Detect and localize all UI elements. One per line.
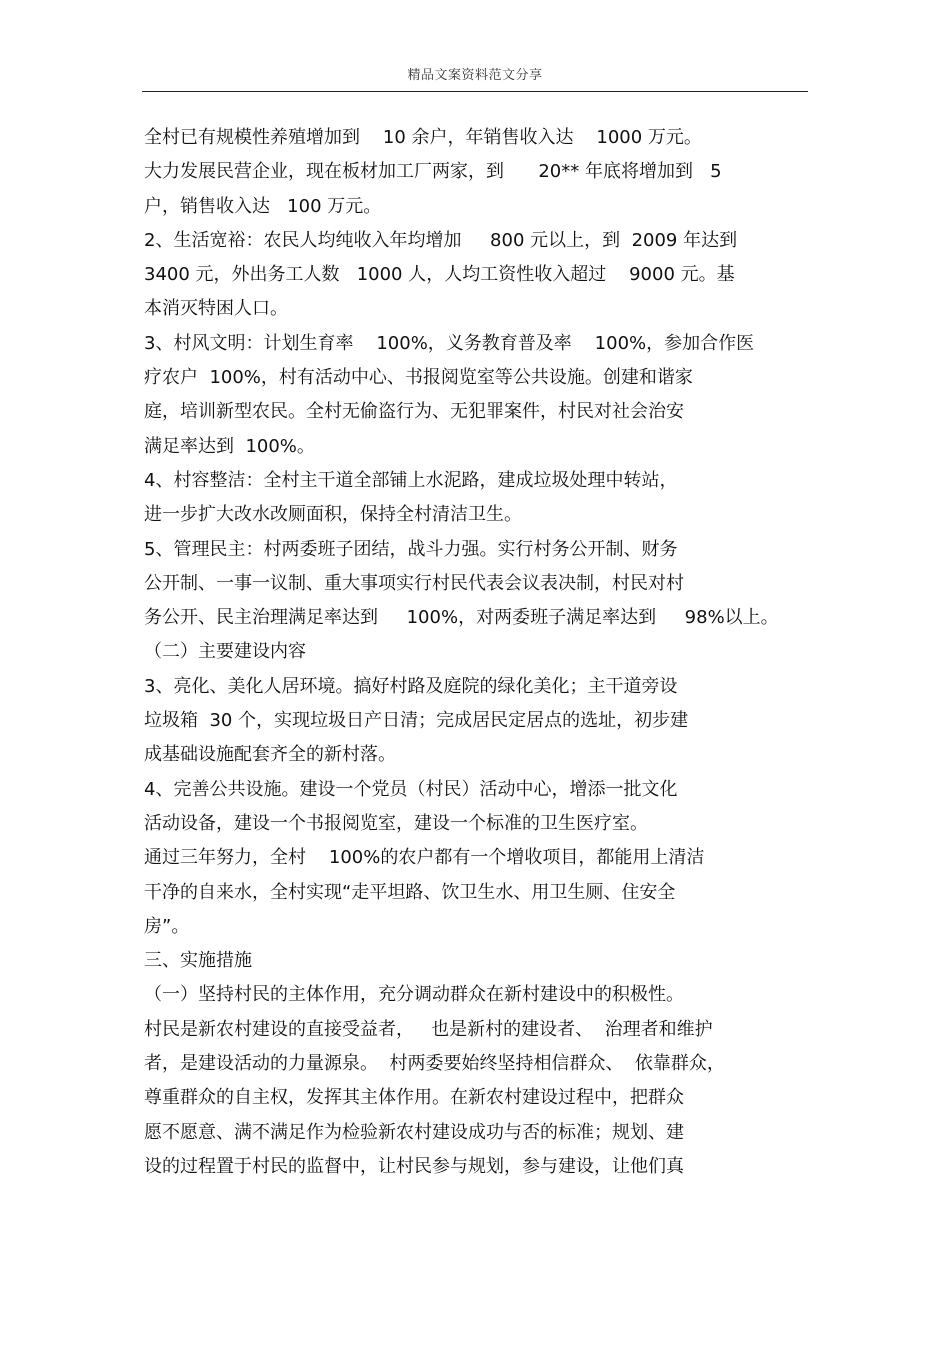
text-line: 三、实施措施: [144, 950, 252, 972]
text-line: 满足率达到 100%。: [144, 435, 315, 457]
text-line: 4、完善公共设施。建设一个党员（村民）活动中心，增添一批文化: [144, 778, 678, 800]
header-divider: [142, 91, 808, 92]
document-body: [144, 121, 824, 1184]
page-header: 精品文案资料范文分享: [407, 68, 543, 83]
text-line: 成基础设施配套齐全的新村落。: [144, 744, 396, 766]
text-line: 5、管理民主：村两委班子团结，战斗力强。实行村务公开制、财务: [144, 538, 678, 560]
text-line: 3、亮化、美化人居环境。搞好村路及庭院的绿化美化；主干道旁设: [144, 675, 678, 697]
text-line: （二）主要建设内容: [144, 641, 306, 663]
text-line: （一）坚持村民的主体作用，充分调动群众在新村建设中的积极性。: [144, 984, 684, 1006]
text-line: 愿不愿意、满不满足作为检验新农村建设成功与否的标准；规划、建: [144, 1121, 684, 1143]
text-line: 活动设备，建设一个书报阅览室，建设一个标准的卫生医疗室。: [144, 812, 648, 834]
text-line: 户，销售收入达 100 万元。: [144, 195, 382, 217]
text-line: 3、村风文明：计划生育率 100%，义务教育普及率 100%，参加合作医: [144, 332, 755, 354]
text-line: 尊重群众的自主权，发挥其主体作用。在新农村建设过程中，把群众: [144, 1087, 684, 1109]
text-line: 疗农户 100%，村有活动中心、书报阅览室等公共设施。创建和谐家: [144, 367, 693, 389]
text-line: 全村已有规模性养殖增加到 10 余户，年销售收入达 1000 万元。: [144, 127, 702, 148]
text-line: 干净的自来水，全村实现“走平坦路、饮卫生水、用卫生厕、住安全: [144, 881, 676, 903]
text-line: 庭，培训新型农民。全村无偷盗行为、无犯罪案件，村民对社会治安: [144, 401, 684, 423]
text-line: 村民是新农村建设的直接受益者， 也是新村的建设者、 治理者和维护: [144, 1018, 713, 1040]
text-line: 房”。: [144, 915, 190, 937]
text-line: 垃圾箱 30 个，实现垃圾日产日清；完成居民定居点的选址，初步建: [144, 710, 689, 732]
text-line: 3400 元，外出务工人数 1000 人，人均工资性收入超过 9000 元。基: [144, 264, 735, 286]
text-line: 者，是建设活动的力量源泉。 村两委要始终坚持相信群众、 依靠群众，: [144, 1053, 725, 1075]
text-line: 务公开、民主治理满足率达到 100%，对两委班子满足率达到 98%以上。: [144, 607, 779, 629]
text-line: 本消灭特困人口。: [144, 298, 288, 320]
text-line: 通过三年努力，全村 100%的农户都有一个增收项目，都能用上清洁: [144, 847, 705, 869]
text-line: 设的过程置于村民的监督中，让村民参与规划，参与建设，让他们真: [144, 1155, 684, 1177]
text-line: 4、村容整洁：全村主干道全部铺上水泥路，建成垃圾处理中转站，: [144, 469, 678, 491]
text-line: 2、生活宽裕：农民人均纯收入年均增加 800 元以上，到 2009 年达到: [144, 229, 738, 251]
text-line: 大力发展民营企业，现在板材加工厂两家，到 20** 年底将增加到 5: [144, 161, 722, 183]
text-line: 公开制、一事一议制、重大事项实行村民代表会议表决制，村民对村: [144, 572, 684, 594]
text-line: 进一步扩大改水改厕面积，保持全村清洁卫生。: [144, 504, 522, 526]
